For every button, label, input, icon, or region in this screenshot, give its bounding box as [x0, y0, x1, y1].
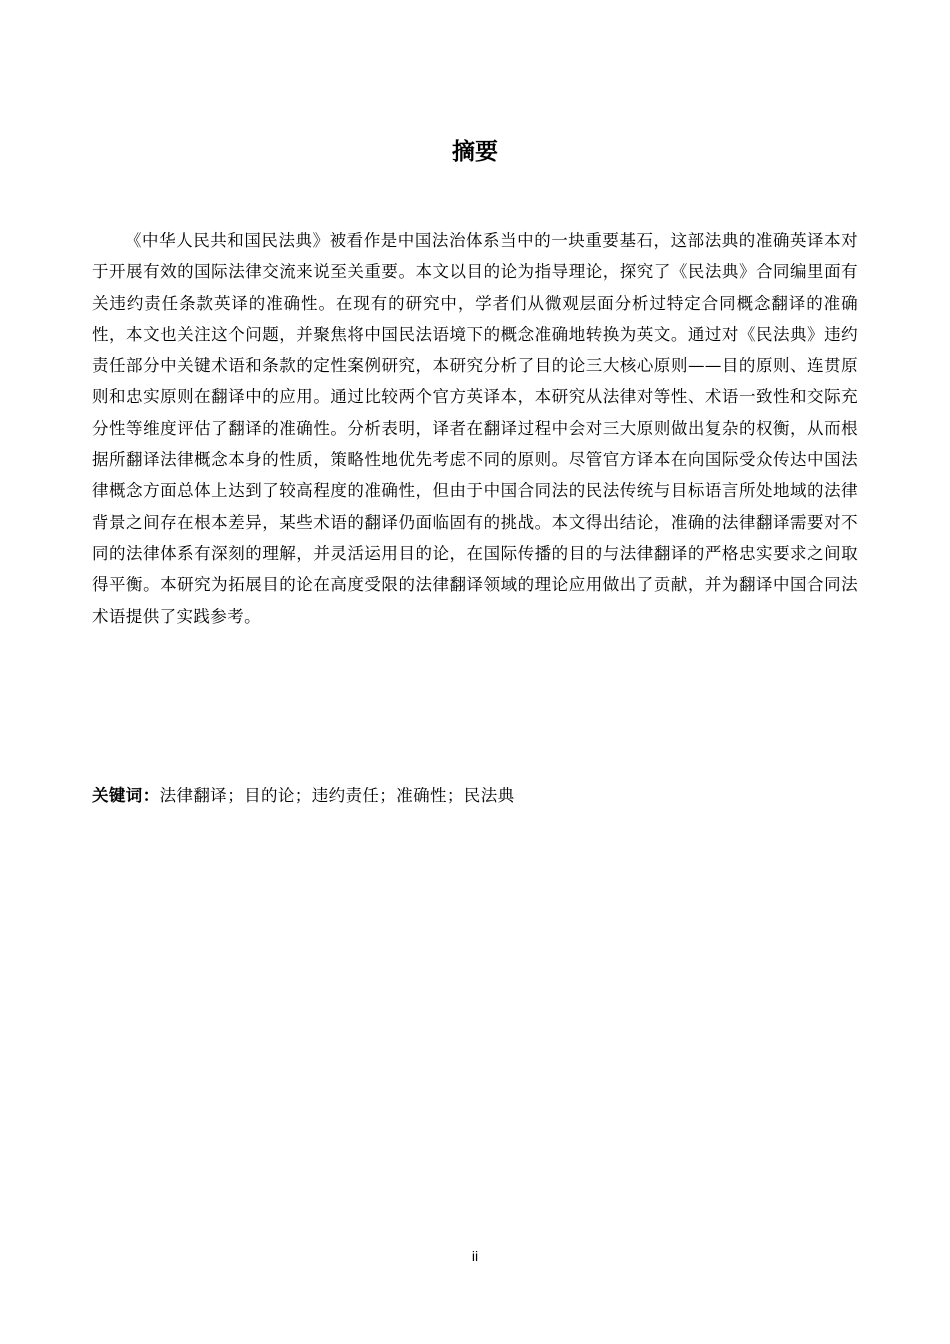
keywords-line [92, 782, 858, 810]
abstract-body: 《中华人民共和国民法典》被看作是中国法治体系当中的一块重要基石，这部法典的准确英译本对于开展有效的国际法律交流来说至关重要。本文以目的论为指导理论，探究了《民法典》合同编里面有关违约责任条款英译的准确性。在现有的研究中，学者们从微观层面分析过特定合同概念翻译的准确性，本文也关注这个问题，并聚焦将中国民法语境下的概念准确地转换为英文。通过对《民法典》违约责任部分中关键术语和条款的定性案例研究，本研究分析了目的论三大核心原则——目的原则、连贯原则和忠实原则在翻译中的应用。通过比较两个官方英译本，本研究从法律对等性、术语一致性和交际充分性等维度评估了翻译的准确性。分析表明，译者在翻译过程中会对三大原则做出复杂的权衡，从而根据所翻译法律概念本身的性质，策略性地优先考虑不同的原则。尽管官方译本在向国际受众传达中国法律概念方面总体上达到了较高程度的准确性，但由于中国合同法的民法传统与目标语言所处地域的法律背景之间存在根本差异，某些术语的翻译仍面临固有的挑战。本文得出结论，准确的法律翻译需要对不同的法律体系有深刻的理解，并灵活运用目的论，在国际传播的目的与法律翻译的严格忠实要求之间取得平衡。本研究为拓展目的论在高度受限的法律翻译领域的理论应用做出了贡献，并为翻译中国合同法术语提供了实践参考。 [92, 231, 858, 626]
keywords-list: 法律翻译；目的论；违约责任；准确性；民法典 [159, 786, 515, 805]
page-number: ii [471, 1248, 479, 1264]
abstract-title: 摘要 [452, 139, 498, 165]
keywords-label: 关键词： [92, 786, 160, 805]
